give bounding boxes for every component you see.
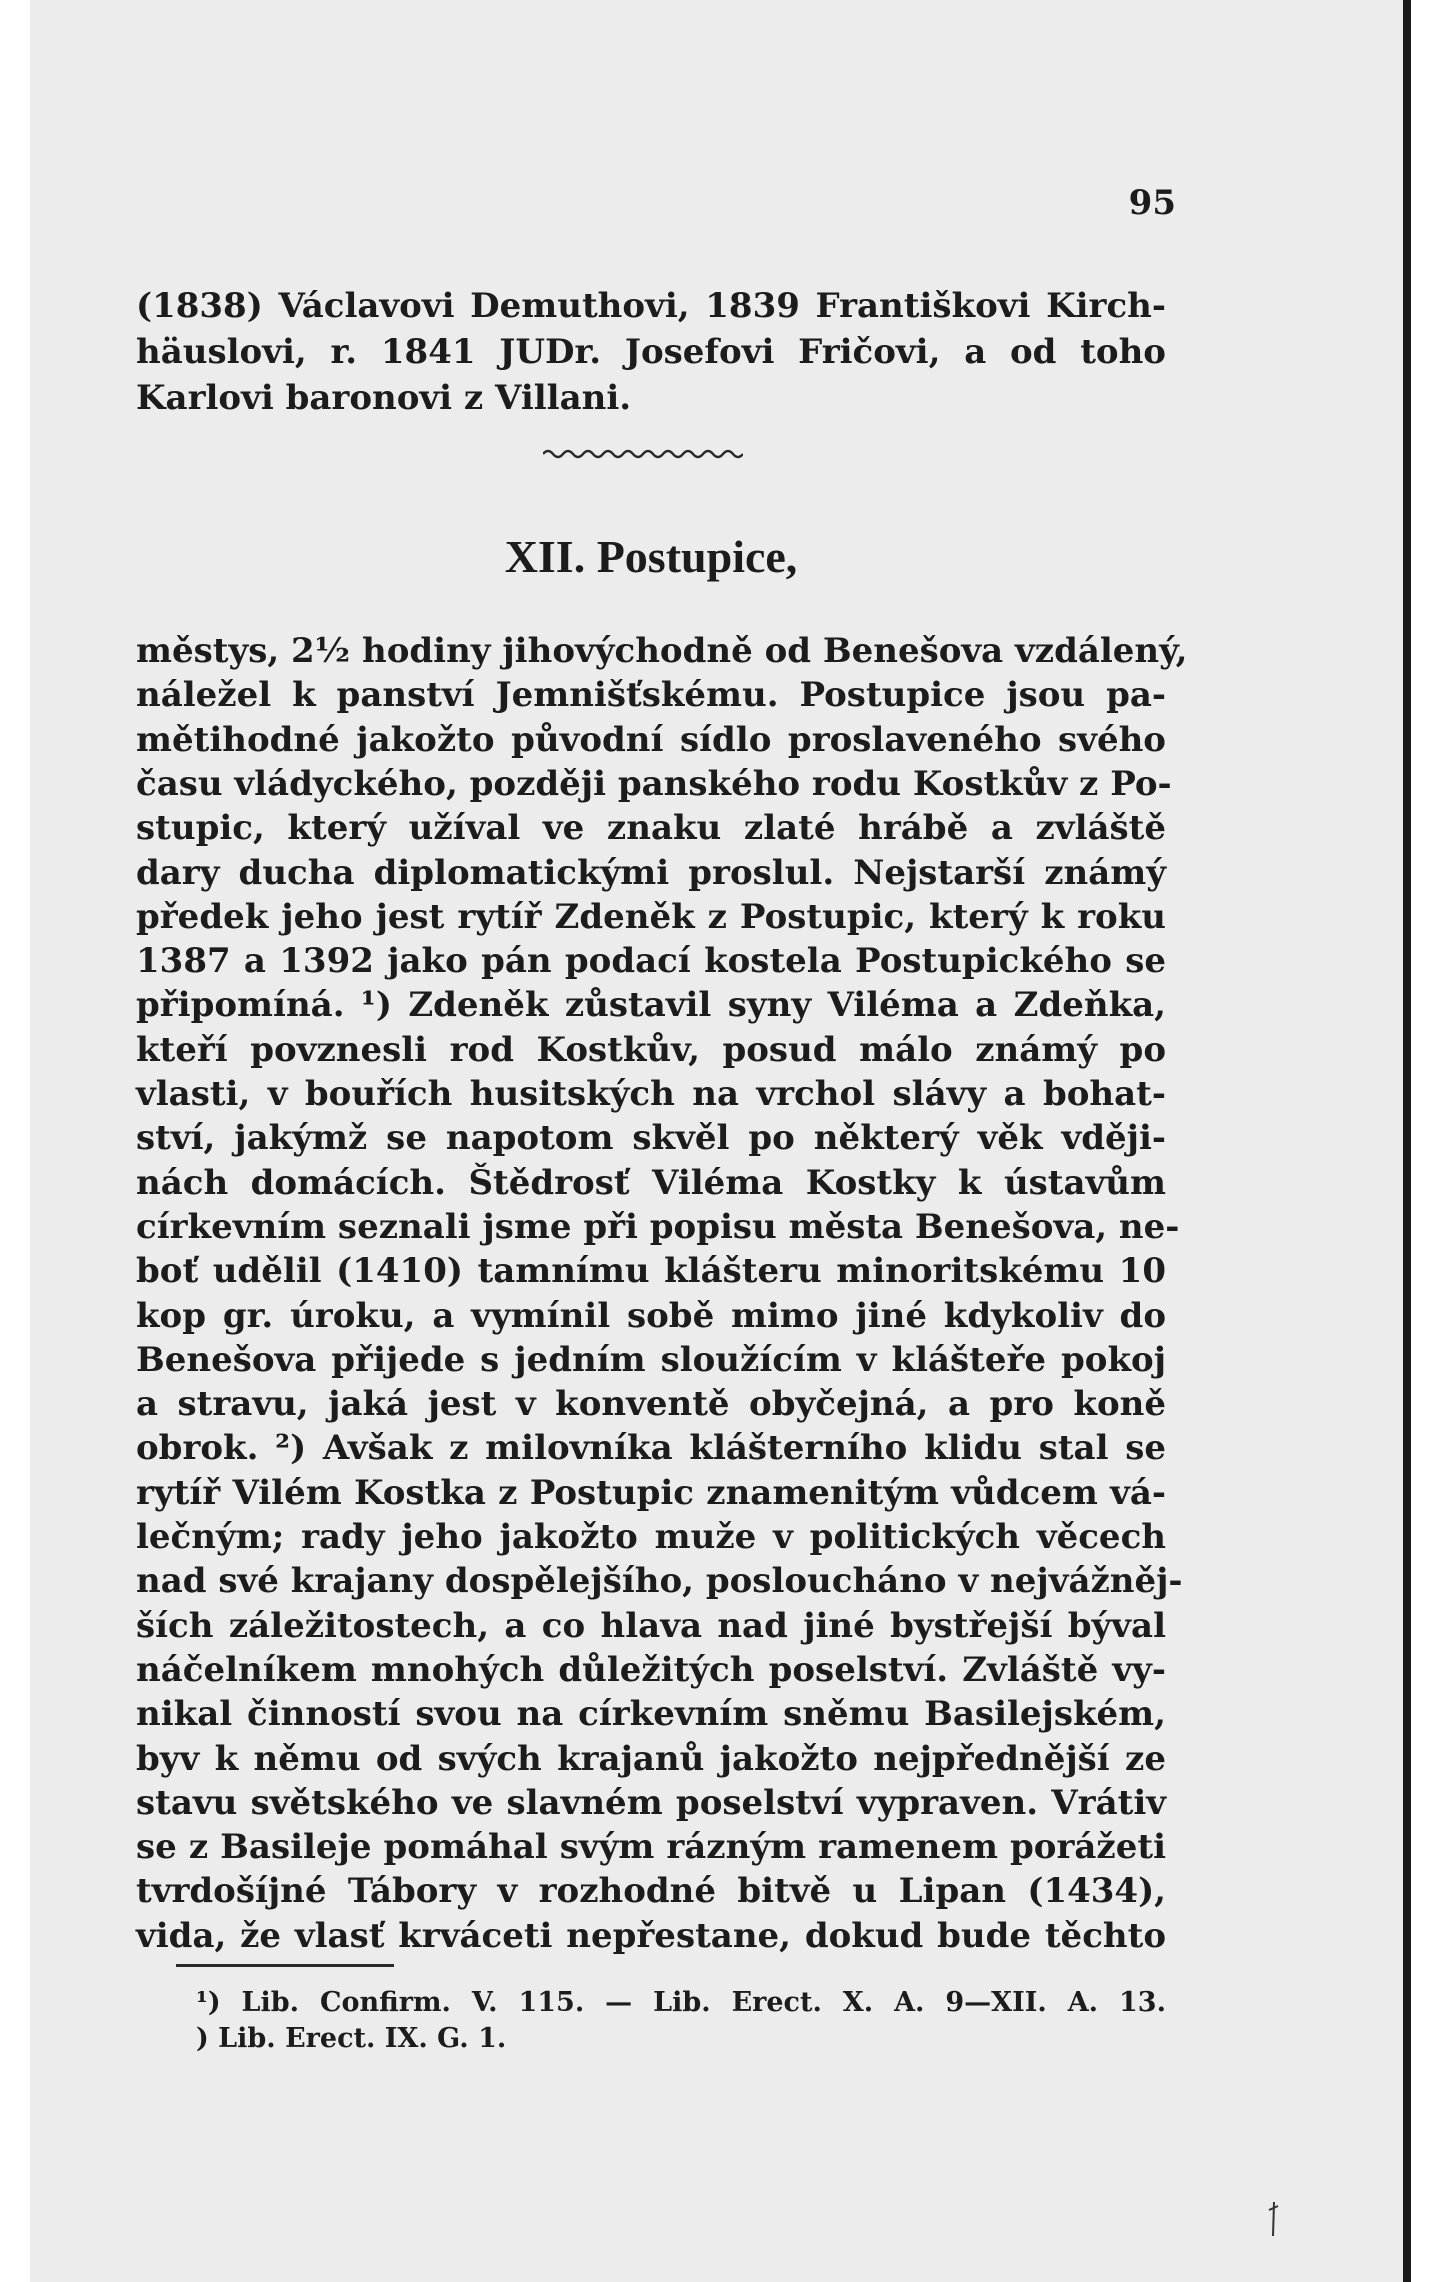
body-line: stavu světského ve slavném poselství vypraven. Vrátiv xyxy=(136,1782,1166,1823)
intro-line: (1838) Václavovi Demuthovi, 1839 Františkovi Kirch- xyxy=(136,286,1166,326)
body-line: městys, 2½ hodiny jihovýchodně od Benešova vzdálený, xyxy=(136,631,1188,671)
body-line: obrok. ²) Avšak z milovníka klášterního klidu stal se xyxy=(136,1428,1166,1469)
intro-line: häuslovi, r. 1841 JUDr. Josefovi Fričovi, a od toho xyxy=(136,332,1166,372)
wavy-divider-ornament xyxy=(543,447,743,461)
footnote: ) Lib. Erect. IX. G. 1. xyxy=(196,2023,507,2054)
body-line: církevním seznali jsme při popisu města Benešova, ne- xyxy=(136,1206,1180,1247)
body-line: lečným; rady jeho jakožto muže v politických věcech xyxy=(136,1517,1166,1557)
body-line: náležel k panství Jemnišťskému. Postupice jsou pa- xyxy=(136,675,1166,716)
body-line: stupic, který užíval ve znaku zlaté hrábě a zvláště xyxy=(136,808,1166,849)
footnote-separator xyxy=(176,1964,394,1967)
body-line: kop gr. úroku, a vymínil sobě mimo jiné kdykoliv do xyxy=(136,1295,1166,1336)
body-line: se z Basileje pomáhal svým rázným ramenem porážeti xyxy=(136,1827,1166,1868)
intro-line: Karlovi baronovi z Villani. xyxy=(136,378,632,418)
body-line: vida, že vlasť krváceti nepřestane, dokud bude těchto xyxy=(136,1915,1166,1956)
body-line: času vládyckého, později panského rodu Kostkův z Po- xyxy=(136,763,1172,804)
body-line: ších záležitostech, a co hlava nad jiné bystřejší býval xyxy=(136,1605,1166,1646)
body-line: byv k němu od svých krajanů jakožto nejpřednější ze xyxy=(136,1738,1166,1779)
footnote: ¹) Lib. Confirm. V. 115. — Lib. Erect. X. A. 9—XII. A. 13. xyxy=(196,1987,1166,2018)
body-line: kteří povznesli rod Kostkův, posud málo známý po xyxy=(136,1029,1166,1070)
body-line: nách domácích. Štědrosť Viléma Kostky k ústavům xyxy=(136,1162,1166,1203)
section-heading: XII. Postupice, xyxy=(504,531,798,582)
body-line: Benešova přijede s jedním sloužícím v klášteře pokoj xyxy=(136,1339,1166,1380)
body-line: náčelníkem mnohých důležitých poselství. Zvláště vy- xyxy=(136,1649,1166,1690)
body-line: boť udělil (1410) tamnímu klášteru minoritskému 10 xyxy=(136,1251,1166,1292)
body-line: předek jeho jest rytíř Zdeněk z Postupic, který k roku xyxy=(136,896,1166,937)
body-line: nad své krajany dospělejšího, posloucháno v nejvážněj- xyxy=(136,1561,1183,1602)
body-line: ství, jakýmž se napotom skvěl po některý věk vději- xyxy=(136,1118,1166,1159)
body-line: připomíná. ¹) Zdeněk zůstavil syny Viléma a Zdeňka, xyxy=(136,985,1166,1026)
scan-edge xyxy=(1403,0,1411,2282)
body-line: nikal činností svou na církevním sněmu Basilejském, xyxy=(136,1694,1166,1735)
body-line: a stravu, jaká jest v konventě obyčejná, a pro koně xyxy=(136,1384,1166,1425)
body-line: tvrdošíjné Tábory v rozhodné bitvě u Lipan (1434), xyxy=(136,1871,1166,1912)
scan-margin xyxy=(1411,0,1433,2282)
page-number: 95 xyxy=(1128,183,1176,223)
body-line: dary ducha diplomatickými proslul. Nejstarší známý xyxy=(136,852,1166,893)
body-line: rytíř Vilém Kostka z Postupic znamenitým vůdcem vá- xyxy=(136,1472,1166,1513)
scan-speck-mark xyxy=(1265,2200,1283,2240)
body-line: 1387 a 1392 jako pán podací kostela Postupického se xyxy=(136,941,1166,982)
body-line: vlasti, v bouřích husitských na vrchol slávy a bohat- xyxy=(136,1074,1166,1114)
body-line: mětihodné jakožto původní sídlo proslaveného svého xyxy=(136,719,1166,760)
